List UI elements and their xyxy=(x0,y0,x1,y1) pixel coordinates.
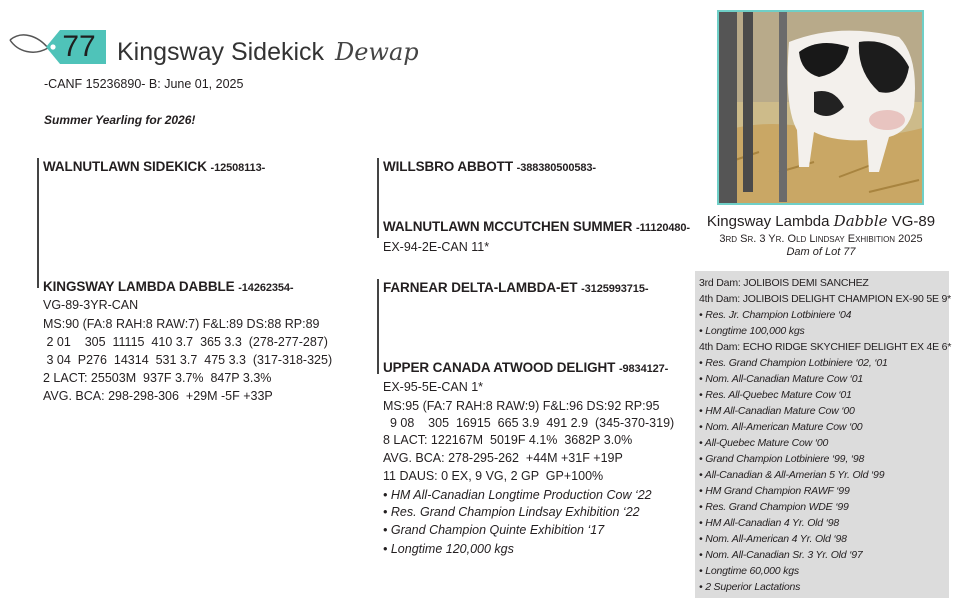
dam-reg: -14262354- xyxy=(238,282,294,294)
photo-caption-script: Dabble xyxy=(833,212,888,230)
dam-dam-line: 8 LACT: 122167M 5019F 4.1% 3682P 3.0% xyxy=(383,433,633,447)
dam-dam-line: AVG. BCA: 278-295-262 +44M +31F +19P xyxy=(383,451,623,465)
sire-name: WALNUTLAWN SIDEKICK -12508113- xyxy=(43,159,266,174)
dam-sire-reg: -3125993715- xyxy=(581,283,649,295)
dam-family-line: 4th Dam: JOLIBOIS DELIGHT CHAMPION EX-90 5E 9* xyxy=(699,293,952,305)
dam-family-line: • Nom. All-American 4 Yr. Old ‘98 xyxy=(699,533,847,545)
dam-family-line: • Res. Grand Champion Lotbiniere ‘02, ‘01 xyxy=(699,357,888,369)
dam-dam-honor: • Longtime 120,000 kgs xyxy=(383,542,514,556)
sire-sire-name: WILLSBRO ABBOTT -388380500583- xyxy=(383,159,596,174)
dam-family-line: • Nom. All-Canadian Sr. 3 Yr. Old ‘97 xyxy=(699,549,863,561)
sire-dam-name: WALNUTLAWN MCCUTCHEN SUMMER -11120480- xyxy=(383,219,690,234)
dam-family-line: • All-Quebec Mature Cow ‘00 xyxy=(699,437,829,449)
dam-family-line: • Res. All-Quebec Mature Cow ‘01 xyxy=(699,389,852,401)
sire-sire-reg: -388380500583- xyxy=(516,162,596,174)
dam-line: 3 04 P276 14314 531 3.7 475 3.3 (317-318-325) xyxy=(43,353,333,367)
dam-family-line: 4th Dam: ECHO RIDGE SKYCHIEF DELIGHT EX 4E 6* xyxy=(699,341,952,353)
dam-dam-honor: • Grand Champion Quinte Exhibition ‘17 xyxy=(383,523,605,537)
dam-family-line: • Nom. All-Canadian Mature Cow ‘01 xyxy=(699,373,863,385)
dam-family-line: • Res. Jr. Champion Lotbiniere ‘04 xyxy=(699,309,852,321)
lot-number: 77 xyxy=(62,30,96,63)
lot-title-name: Kingsway Sidekick xyxy=(117,38,325,66)
dam-dam-honor: • HM All-Canadian Longtime Production Cow ‘22 xyxy=(383,488,652,502)
dam-line: VG-89-3YR-CAN xyxy=(43,298,139,312)
photo-caption-dam: Dam of Lot 77 xyxy=(786,246,856,258)
photo-caption-name: Kingsway Lambda Dabble VG-89 xyxy=(706,212,936,230)
sire-dam-classification: EX-94-2E-CAN 11* xyxy=(383,240,490,254)
dam-family-line: • 2 Superior Lactations xyxy=(699,581,801,593)
dam-family-line: • Longtime 100,000 kgs xyxy=(699,325,805,337)
sire-dam-reg: -11120480- xyxy=(635,222,690,234)
cow-photo-illustration xyxy=(719,12,924,205)
dam-dam-line: 9 08 305 16915 665 3.9 491 2.9 (345-370-319) xyxy=(383,416,675,430)
dam-line: 2 LACT: 25503M 937F 3.7% 847P 3.3% xyxy=(43,371,272,385)
dam-family-line: • Grand Champion Lotbiniere ‘99, ‘98 xyxy=(699,453,865,465)
dam-family-line: • HM All-Canadian Mature Cow ‘00 xyxy=(699,405,855,417)
photo-caption-score: VG-89 xyxy=(891,213,936,230)
dam-family-line: • HM All-Canadian 4 Yr. Old ‘98 xyxy=(699,517,840,529)
sire-bracket xyxy=(37,158,39,288)
tagline: Summer Yearling for 2026! xyxy=(44,113,196,127)
dam-dam-line: 11 DAUS: 0 EX, 9 VG, 2 GP GP+100% xyxy=(383,469,604,483)
dam-dam-line: EX-95-5E-CAN 1* xyxy=(383,380,484,394)
cow-photo xyxy=(717,10,924,205)
dam-sire-bracket xyxy=(377,279,379,374)
lot-title xyxy=(117,36,419,68)
photo-caption-show: 3rd Sr. 3 Yr. Old Lindsay Exhibition 2025 xyxy=(719,233,923,245)
dam-line: AVG. BCA: 298-298-306 +29M -5F +33P xyxy=(43,389,273,403)
dam-line: 2 01 305 11115 410 3.7 365 3.3 (278-277-287) xyxy=(43,335,328,349)
dam-family-line: 3rd Dam: JOLIBOIS DEMI SANCHEZ xyxy=(699,277,869,289)
dam-dam-honor: • Res. Grand Champion Lindsay Exhibition ‘22 xyxy=(383,505,640,519)
sire-sire-bracket xyxy=(377,158,379,238)
dam-family-line: • Nom. All-American Mature Cow ‘00 xyxy=(699,421,863,433)
dam-family-line: • Longtime 60,000 kgs xyxy=(699,565,799,577)
dam-family-panel xyxy=(695,271,952,598)
dam-sire-name: FARNEAR DELTA-LAMBDA-ET -3125993715- xyxy=(383,280,649,295)
dam-family-line: • Res. Grand Champion WDE ‘99 xyxy=(699,501,849,513)
registration-line: -CANF 15236890- B: June 01, 2025 xyxy=(44,77,244,91)
dam-family-line: • HM Grand Champion RAWF ‘99 xyxy=(699,485,850,497)
dam-dam-line: MS:95 (FA:7 RAH:8 RAW:9) F&L:96 DS:92 RP:95 xyxy=(383,399,660,413)
dam-dam-name: UPPER CANADA ATWOOD DELIGHT -9834127- xyxy=(383,360,669,375)
dam-name: KINGSWAY LAMBDA DABBLE -14262354- xyxy=(43,279,294,294)
dam-line: MS:90 (FA:8 RAH:8 RAW:7) F&L:89 DS:88 RP:89 xyxy=(43,317,320,331)
lot-title-script: Dewap xyxy=(334,38,419,66)
dam-family-line: • All-Canadian & All-Amerian 5 Yr. Old ‘99 xyxy=(699,469,885,481)
dam-dam-reg: -9834127- xyxy=(618,363,669,375)
sire-reg: -12508113- xyxy=(210,162,266,174)
